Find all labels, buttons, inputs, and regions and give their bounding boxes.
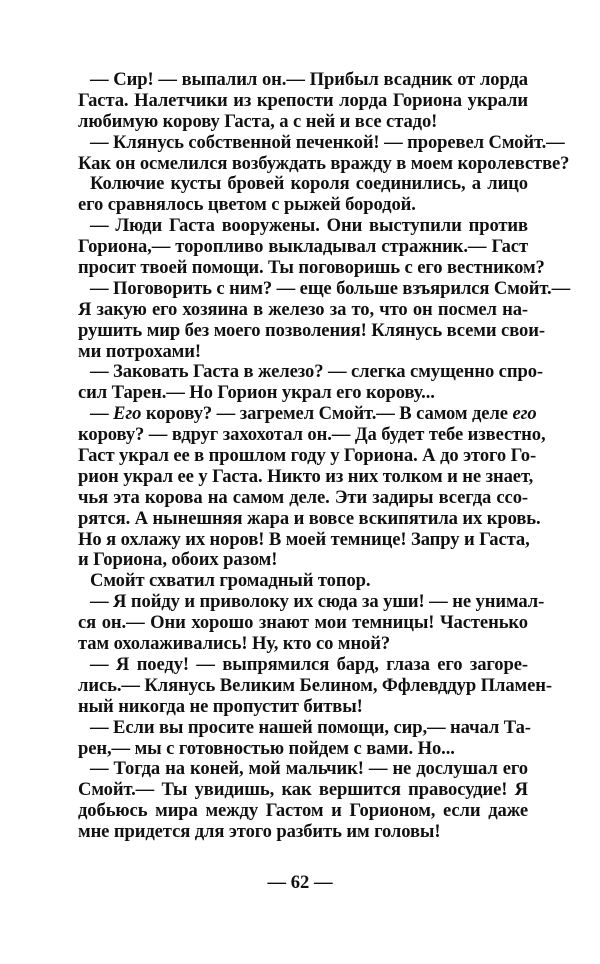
text-line [78, 361, 543, 383]
text-line [78, 195, 528, 216]
text-line [78, 131, 565, 154]
text-segment: Колючие кусты бровей короля соединились, а лицо [90, 173, 528, 195]
text-line [78, 174, 528, 195]
text-line [78, 780, 528, 801]
text-line [78, 277, 571, 300]
text-line [78, 383, 528, 404]
text-segment: любимую корову Гаста, а с ней и все стадо! [78, 110, 438, 132]
text-line [78, 445, 537, 467]
text-segment: Гаста. Налетчики из крепости лорда Гориона украли [78, 89, 528, 111]
text-line [78, 550, 528, 571]
text-line [78, 300, 528, 321]
text-segment: — Я пойду и приволоку их сюда за уши! — не унимал- [90, 591, 545, 613]
text-line [78, 91, 528, 112]
text-segment: ся он.— Они хорошо знают мои темницы! Частенько [78, 612, 528, 634]
text-line [78, 70, 528, 91]
page-number: — 62 — [267, 872, 333, 893]
text-line [78, 403, 537, 425]
text-line [78, 674, 552, 697]
text-line [78, 801, 528, 822]
text-line [78, 634, 528, 655]
text-line [78, 237, 528, 258]
text-line [78, 530, 528, 551]
text-segment: — Клянусь собственной печенкой! — проревел Смойт.— [90, 131, 565, 153]
text-line [78, 591, 545, 613]
text-segment: чья эта корова на самом деле. Эти задиры всегда ссо- [78, 486, 528, 508]
text-segment: Смойт.— Ты увидишь, как вершится правосудие! Я [78, 779, 528, 801]
text-line [78, 465, 534, 488]
text-line [78, 257, 545, 279]
text-segment: рион украл ее у Гаста. Никто из них толком и не знает, [78, 465, 534, 487]
text-segment: рушить мир без моего позволения! Клянусь всеми свои- [78, 319, 545, 341]
text-segment: корову? — вдруг захохотал он.— Да будет тебе известно, [78, 424, 546, 446]
text-segment: добьюсь мира между Гастом и Горионом, если даже [78, 800, 528, 822]
text-segment: — Сир! — выпалил он.— Прибыл всадник от лорда [90, 69, 528, 90]
text-line [78, 342, 528, 363]
text-segment: — Я поеду! — выпрямился бард, глаза его загоре- [90, 653, 528, 675]
text-line [78, 613, 528, 634]
text-line [78, 739, 528, 760]
page-text-block [78, 69, 571, 843]
text-segment: просит твоей помощи. Ты поговоришь с его вестником? [78, 257, 545, 279]
text-segment: — Поговорить с ним? — еще больше взъярился Смойт.— [90, 277, 571, 299]
text-line [78, 759, 528, 780]
italic-text: Его [113, 403, 142, 425]
text-segment: — [90, 403, 114, 425]
text-line [78, 822, 528, 843]
text-segment: лись.— Клянусь Великим Белином, Ффлевддур Пламен- [78, 674, 552, 696]
text-segment: рятся. А нынешняя жара и вовсе вскипятила их кровь. [78, 507, 541, 529]
italic-text: его [512, 403, 537, 425]
text-segment: там охолаживались! Ну, кто со мной? [78, 633, 391, 655]
text-segment: — Люди Гаста вооружены. Они выступили против [90, 215, 528, 237]
text-segment: Гориона,— торопливо выкладывал стражник.— Гаст [78, 236, 528, 258]
text-segment: ми потрохами! [78, 340, 201, 362]
text-segment: — Тогда на коней, мой мальчик! — не дослушал его [90, 758, 528, 780]
text-line [78, 319, 545, 342]
text-segment: рен,— мы с готовностью пойдем с вами. Но... [78, 737, 455, 759]
text-line [78, 655, 528, 676]
text-line [78, 112, 528, 133]
text-line [78, 152, 570, 175]
text-segment: ный никогда не пропустит битвы! [78, 695, 363, 717]
text-line [78, 507, 541, 530]
text-segment: его сравнялось цветом с рыжей бородой. [78, 194, 416, 216]
text-line [78, 424, 546, 446]
text-segment: Но я охлажу их норов! В моей темнице! Запру и Гаста, [78, 528, 530, 550]
text-segment: — Заковать Гаста в железо? — слегка смущенно спро- [90, 361, 543, 383]
text-line [78, 571, 528, 592]
text-line [78, 216, 528, 237]
text-segment: мне придется для этого разбить им головы! [78, 821, 441, 843]
text-segment: — Если вы просите нашей помощи, сир,— начал Та- [90, 716, 531, 738]
text-segment: сил Тарен.— Но Горион украл его корову... [78, 382, 435, 404]
text-line [78, 488, 528, 509]
text-segment: и Гориона, обоих разом! [78, 549, 278, 571]
text-segment: Я закую его хозяина в железо за то, что он посмел на- [78, 298, 528, 320]
text-line [78, 697, 528, 718]
text-segment: Гаст украл ее в прошлом году у Гориона. А до этого Го- [78, 445, 537, 467]
text-segment: Смойт схватил громадный топор. [90, 570, 371, 592]
text-segment: корову? — загремел Смойт.— В самом деле [141, 403, 513, 425]
text-line [78, 716, 531, 739]
text-segment: Как он осмелился возбуждать вражду в моем королевстве? [78, 152, 570, 174]
